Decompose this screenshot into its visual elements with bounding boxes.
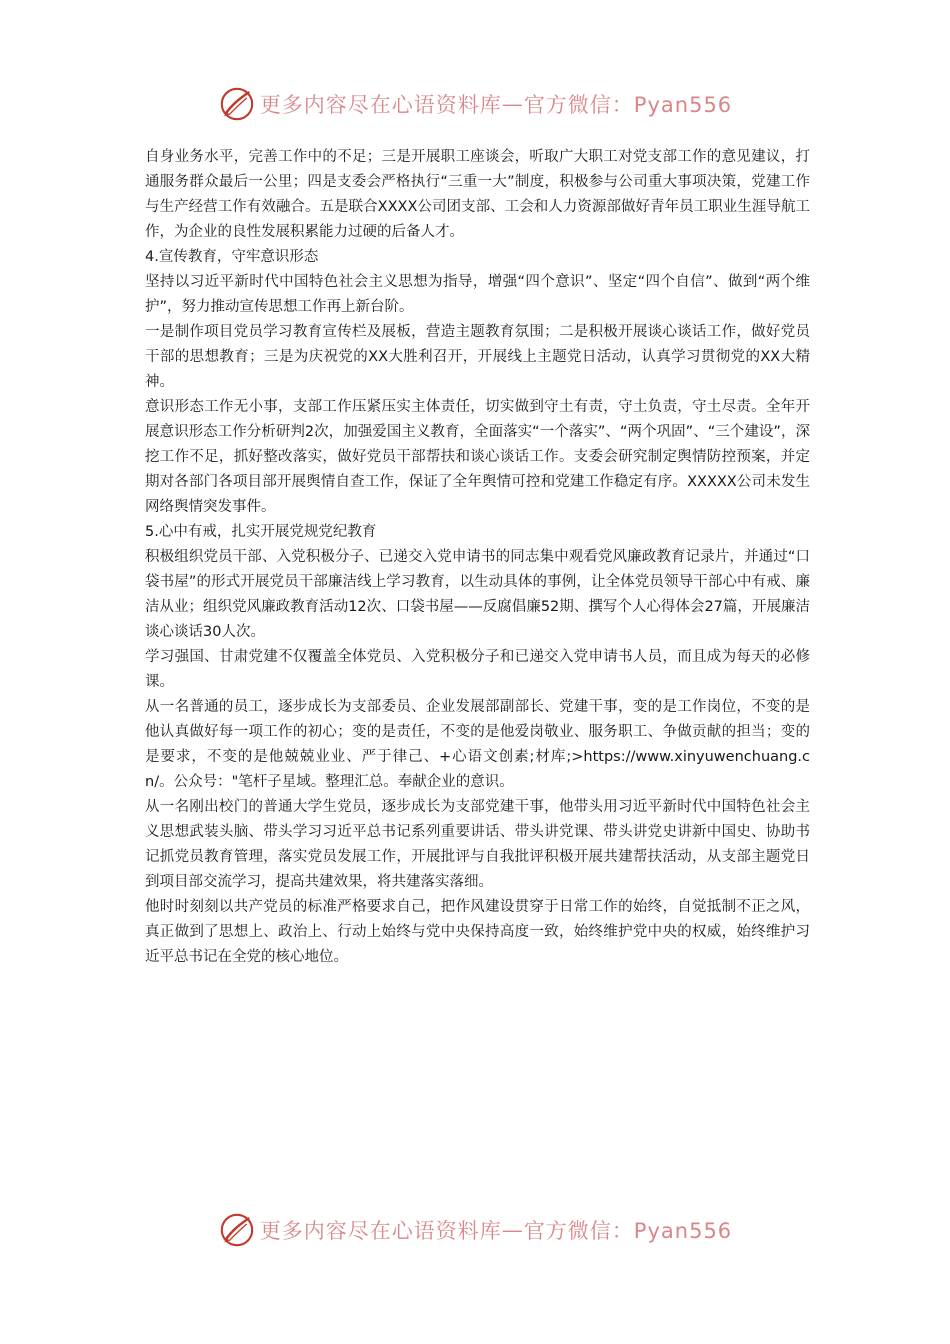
paragraph-7: 从一名普通的员工，逐步成长为支部委员、企业发展部副部长、党建干事，变的是工作岗位，不变的是他认真做好每一项工作的初心；变的是责任，不变的是他爱岗敬业、服务职工、争做贡献的担当；变的是要求，不变的是他兢兢业业、严于律己、+心语文创素;材库;>https://www.xinyuwenchuang.cn/。公众号："笔杆子星域。整理汇总。奉献企业的意识。 [145,699,810,790]
paragraph-8: 从一名刚出校门的普通大学生党员，逐步成长为支部党建干事，他带头用习近平新时代中国特色社会主义思想武装头脑、带头学习习近平总书记系列重要讲话、带头讲党课、带头讲党史讲新中国史、协助书记抓党员教育管理，落实党员发展工作，开展批评与自我批评积极开展共建帮扶活动，从支部主题党日到项目部交流学习，提高共建效果，将共建落实落细。 [145,799,810,890]
pen-logo-icon [218,1211,256,1249]
watermark-footer [0,1208,950,1252]
section-heading-4: 4.宣传教育，守牢意识形态 [145,249,319,265]
watermark-wechat-text: 官方微信：Pyan556 [523,93,733,117]
watermark-separator: — [501,1218,524,1242]
watermark-separator: — [501,92,524,116]
watermark-site-text: 更多内容尽在心语资料库 [259,93,502,117]
paragraph-2: 坚持以习近平新时代中国特色社会主义思想为指导，增强“四个意识”、坚定“四个自信”、做到“两个维护”，努力推动宣传思想工作再上新台阶。 [145,274,810,315]
paragraph-4: 意识形态工作无小事，支部工作压紧压实主体责任，切实做到守土有责，守土负责，守土尽责。全年开展意识形态工作分析研判2次，加强爱国主义教育，全面落实“一个落实”、“两个巩固”、“三个建设”，深挖工作不足，抓好整改落实，做好党员干部帮扶和谈心谈话工作。支委会研究制定舆情防控预案，并定期对各部门各项目部开展舆情自查工作，保证了全年舆情可控和党建工作稳定有序。XXXXX公司未发生网络舆情突发事件。 [145,399,810,515]
document-body [145,145,810,970]
pen-logo-icon [218,85,256,123]
watermark-wechat-text: 官方微信：Pyan556 [523,1219,733,1243]
paragraph-5: 积极组织党员干部、入党积极分子、已递交入党申请书的同志集中观看党风廉政教育记录片，并通过“口袋书屋”的形式开展党员干部廉洁线上学习教育，以生动具体的事例，让全体党员领导干部心中有戒、廉洁从业；组织党风廉政教育活动12次、口袋书屋——反腐倡廉52期、撰写个人心得体会27篇，开展廉洁谈心谈话30人次。 [145,549,810,640]
paragraph-6: 学习强国、甘肃党建不仅覆盖全体党员、入党积极分子和已递交入党申请书人员，而且成为每天的必修课。 [145,649,810,690]
watermark-site-text: 更多内容尽在心语资料库 [259,1219,502,1243]
paragraph-1: 自身业务水平，完善工作中的不足；三是开展职工座谈会，听取广大职工对党支部工作的意见建议，打通服务群众最后一公里；四是支委会严格执行“三重一大”制度，积极参与公司重大事项决策，党建工作与生产经营工作有效融合。五是联合XXXX公司团支部、工会和人力资源部做好青年员工职业生涯导航工作，为企业的良性发展积累能力过硬的后备人才。 [145,149,810,240]
paragraph-3: 一是制作项目党员学习教育宣传栏及展板，营造主题教育氛围；二是积极开展谈心谈话工作，做好党员干部的思想教育；三是为庆祝党的XX大胜利召开，开展线上主题党日活动，认真学习贯彻党的XX大精神。 [145,324,810,390]
section-heading-5: 5.心中有戒，扎实开展党规党纪教育 [145,524,377,540]
watermark-header [0,82,950,126]
paragraph-9: 他时时刻刻以共产党员的标准严格要求自己，把作风建设贯穿于日常工作的始终，自觉抵制不正之风，真正做到了思想上、政治上、行动上始终与党中央保持高度一致，始终维护党中央的权威，始终维护习近平总书记在全党的核心地位。 [145,899,810,965]
